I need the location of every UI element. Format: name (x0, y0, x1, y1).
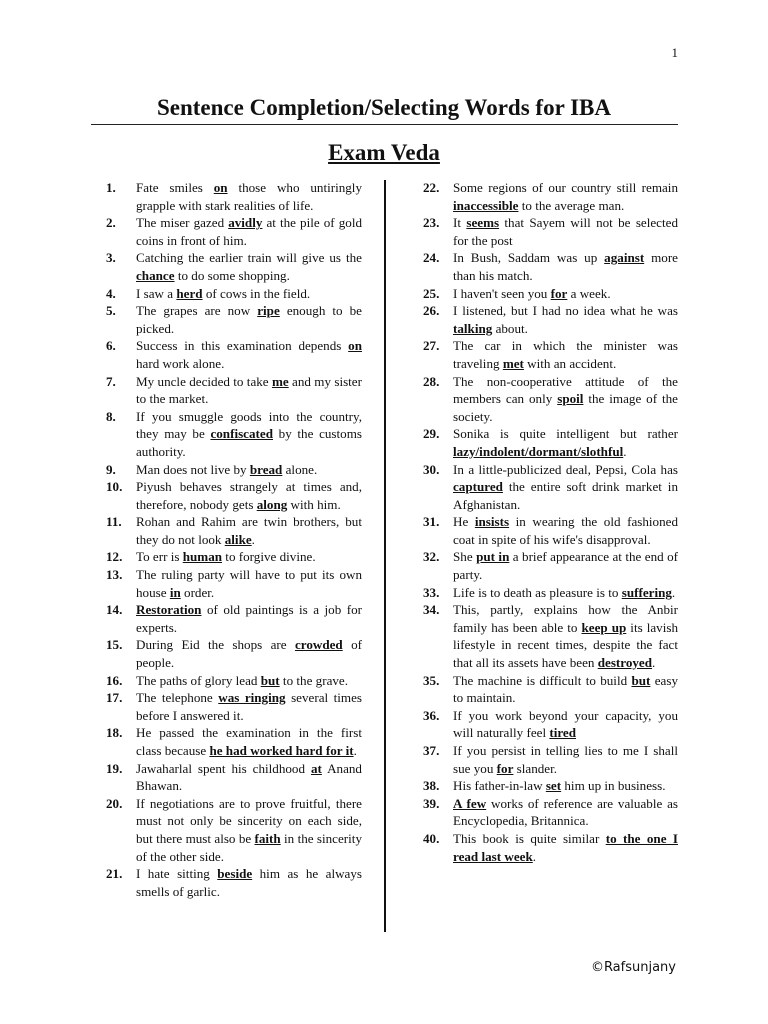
answer-word: spoil (557, 391, 584, 407)
item-number: 30. (423, 461, 440, 477)
answer-word: keep up (581, 619, 627, 635)
answer-word: lazy/indolent/dormant/slothful (453, 443, 624, 459)
answer-word: bread (249, 461, 283, 477)
list-item (423, 830, 678, 865)
list-item (423, 249, 678, 284)
list-item (106, 760, 362, 795)
item-sentence: The grapes are now ripe enough to be picked. (136, 303, 362, 336)
item-sentence: I haven't seen you for a week. (453, 285, 611, 301)
item-number: 35. (423, 672, 440, 688)
list-item (106, 513, 362, 548)
item-sentence: He insists in wearing the old fashioned coat in spite of his wife's disapproval. (453, 514, 678, 547)
list-item (106, 373, 362, 408)
item-number: 12. (106, 549, 123, 565)
list-item (423, 425, 678, 460)
answer-word: faith (254, 830, 281, 846)
item-sentence: If you work beyond your capacity, you will naturally feel tired (453, 707, 678, 741)
list-item (106, 795, 362, 865)
list-item (106, 302, 362, 337)
answer-word: along (256, 496, 288, 512)
list-item (423, 672, 678, 707)
answer-word: seems (466, 215, 500, 231)
list-item (106, 865, 362, 900)
list-item (106, 408, 362, 461)
item-number: 33. (423, 584, 440, 600)
item-number: 8. (106, 408, 116, 424)
item-number: 25. (423, 285, 440, 301)
item-number: 26. (423, 303, 440, 319)
item-number: 34. (423, 602, 440, 618)
item-sentence: I saw a herd of cows in the field. (136, 285, 311, 301)
answer-word: in (169, 584, 181, 600)
list-item (106, 179, 362, 214)
answer-word: at (310, 760, 322, 776)
item-sentence: The ruling party will have to put its own house in order. (136, 567, 362, 600)
answer-word: chance (136, 267, 175, 283)
list-item (423, 513, 678, 548)
item-number: 18. (106, 725, 123, 741)
list-item (423, 584, 678, 602)
page-title: Sentence Completion/Selecting Words for IBA (156, 95, 612, 120)
answer-word: herd (176, 285, 203, 301)
item-sentence: To err is human to forgive divine. (136, 549, 316, 565)
item-number: 39. (423, 795, 440, 811)
item-sentence: Man does not live by bread alone. (136, 461, 318, 477)
answer-word: beside (217, 866, 253, 882)
item-sentence: Catching the earlier train will give us the chance to do some shopping. (136, 250, 362, 283)
item-number: 11. (106, 514, 122, 530)
answer-word: met (502, 355, 524, 371)
item-number: 10. (106, 479, 123, 495)
item-number: 13. (106, 567, 123, 583)
list-item (423, 179, 678, 214)
list-item (106, 672, 362, 690)
answer-word: for (550, 285, 568, 301)
item-sentence: The car in which the minister was traveling met with an accident. (453, 338, 678, 371)
item-number: 20. (106, 795, 123, 811)
list-item (106, 461, 362, 479)
item-number: 7. (106, 373, 116, 389)
item-sentence: Sonika is quite intelligent but rather lazy/indolent/dormant/slothful. (453, 426, 678, 459)
item-number: 3. (106, 250, 116, 266)
item-number: 31. (423, 514, 440, 530)
item-sentence: The telephone was ringing several times before I answered it. (136, 690, 362, 723)
item-number: 36. (423, 707, 440, 723)
answer-word: but (260, 672, 280, 688)
item-sentence: A few works of reference are valuable as Encyclopedia, Britannica. (453, 795, 679, 829)
answer-word: A few (453, 795, 487, 811)
list-item (423, 214, 678, 249)
list-item (423, 707, 678, 742)
item-sentence: I hate sitting beside him as he always smells of garlic. (136, 866, 362, 899)
list-item (106, 478, 362, 513)
item-number: 9. (106, 461, 116, 477)
answer-word: human (182, 549, 223, 565)
item-sentence: In a little-publicized deal, Pepsi, Cola has captured the entire soft drink market in Afghanistan. (453, 461, 678, 512)
answer-word: he had worked hard for it (209, 743, 354, 758)
list-item (423, 373, 678, 426)
list-item (423, 337, 678, 372)
column-divider (384, 180, 386, 932)
item-number: 23. (423, 215, 440, 231)
item-number: 16. (106, 672, 123, 688)
item-sentence: If negotiations are to prove fruitful, there must not only be sincerity on each side, but there must also be faith in the sincerity of the other side. (136, 795, 362, 864)
list-item (106, 601, 362, 636)
item-sentence: The paths of glory lead but to the grave. (136, 672, 349, 688)
right-column (423, 179, 678, 865)
item-sentence: His father-in-law set him up in business. (453, 778, 666, 794)
item-number: 2. (106, 215, 116, 231)
list-item (106, 214, 362, 249)
answer-word: was ringing (218, 690, 286, 706)
item-sentence: She put in a brief appearance at the end of party. (453, 549, 679, 583)
left-column (106, 179, 362, 900)
item-sentence: This, partly, explains how the Anbir family has been able to keep up its lavish lifestyle in recent times, despite the fact that all its assets have been destroyed. (453, 602, 678, 671)
item-sentence: Fate smiles on those who untiringly grapple with stark realities of life. (136, 180, 362, 213)
answer-word: to the one I read last week (453, 830, 678, 864)
item-sentence: If you smuggle goods into the country, they may be confiscated by the customs authority. (136, 408, 362, 459)
answer-word: captured (453, 479, 503, 495)
page-subtitle: Exam Veda (328, 140, 440, 165)
item-sentence: I listened, but I had no idea what he was talking about. (453, 303, 678, 336)
item-number: 21. (106, 866, 123, 882)
item-number: 27. (423, 338, 440, 354)
answer-word: for (496, 760, 514, 776)
answer-word: avidly (228, 215, 263, 231)
item-sentence: If you persist in telling lies to me I shall sue you for slander. (453, 743, 678, 776)
item-sentence: Life is to death as pleasure is to suffering. (453, 584, 676, 600)
answer-word: me (271, 373, 289, 389)
list-item (106, 337, 362, 372)
item-number: 38. (423, 778, 440, 794)
answer-word: suffering (621, 584, 672, 600)
item-number: 4. (106, 285, 116, 301)
item-sentence: Success in this examination depends on hard work alone. (136, 338, 362, 371)
answer-word: against (604, 250, 645, 266)
list-item (106, 566, 362, 601)
list-item (106, 249, 362, 284)
list-item (423, 601, 678, 671)
answer-word: alike (224, 531, 252, 547)
item-sentence: Some regions of our country still remain inaccessible to the average man. (453, 180, 678, 213)
item-number: 15. (106, 637, 123, 653)
answer-word: on (348, 338, 362, 354)
list-item (423, 285, 678, 303)
answer-word: tired (549, 725, 577, 741)
item-sentence: The non-cooperative attitude of the members can only spoil the image of the society. (453, 373, 678, 424)
list-item (423, 777, 678, 795)
item-number: 14. (106, 602, 123, 618)
item-number: 28. (423, 373, 440, 389)
answer-word: ripe (257, 303, 280, 319)
answer-word: confiscated (210, 426, 273, 442)
answer-word: on (213, 180, 228, 195)
item-sentence: He passed the examination in the first class because he had worked hard for it. (136, 725, 362, 758)
item-sentence: Piyush behaves strangely at times and, therefore, nobody gets along with him. (136, 479, 362, 512)
item-sentence: My uncle decided to take me and my sister to the market. (136, 373, 362, 407)
page-number: 1 (671, 45, 678, 60)
item-number: 37. (423, 743, 440, 758)
answer-word: talking (453, 320, 493, 336)
list-item (423, 795, 678, 830)
title-rule (91, 124, 678, 125)
item-sentence: Restoration of old paintings is a job for experts. (136, 602, 362, 635)
item-number: 19. (106, 760, 123, 776)
answer-word: but (631, 672, 651, 688)
item-number: 32. (423, 549, 440, 565)
item-number: 5. (106, 303, 116, 319)
item-sentence: Jawaharlal spent his childhood at Anand Bhawan. (136, 760, 362, 794)
answer-word: put in (476, 549, 510, 565)
list-item (106, 285, 362, 303)
answer-word: Restoration (136, 602, 202, 618)
answer-word: destroyed (597, 655, 653, 671)
list-item (106, 689, 362, 724)
item-sentence: The miser gazed avidly at the pile of gold coins in front of him. (136, 215, 362, 248)
item-sentence: During Eid the shops are crowded of people. (136, 637, 362, 671)
item-sentence: This book is quite similar to the one I read last week. (453, 830, 678, 864)
list-item (106, 636, 362, 671)
item-sentence: The machine is difficult to build but easy to maintain. (453, 672, 679, 706)
answer-word: set (545, 778, 562, 794)
item-sentence: It seems that Sayem will not be selected for the post (453, 215, 678, 248)
list-item (106, 724, 362, 759)
list-item (423, 548, 678, 583)
item-number: 29. (423, 426, 440, 442)
item-sentence: Rohan and Rahim are twin brothers, but they do not look alike. (136, 514, 362, 547)
item-number: 40. (423, 830, 440, 846)
list-item (423, 742, 678, 777)
footer-credit: ©Rafsunjany (590, 960, 676, 975)
answer-word: insists (474, 514, 510, 530)
list-item (423, 302, 678, 337)
item-sentence: In Bush, Saddam was up against more than his match. (453, 250, 678, 283)
item-number: 22. (423, 180, 440, 195)
item-number: 1. (106, 180, 116, 195)
item-number: 6. (106, 338, 116, 354)
answer-word: inaccessible (453, 197, 519, 213)
list-item (423, 461, 678, 514)
item-number: 24. (423, 250, 440, 266)
list-item (106, 548, 362, 566)
item-number: 17. (106, 690, 123, 706)
answer-word: crowded (294, 637, 343, 653)
